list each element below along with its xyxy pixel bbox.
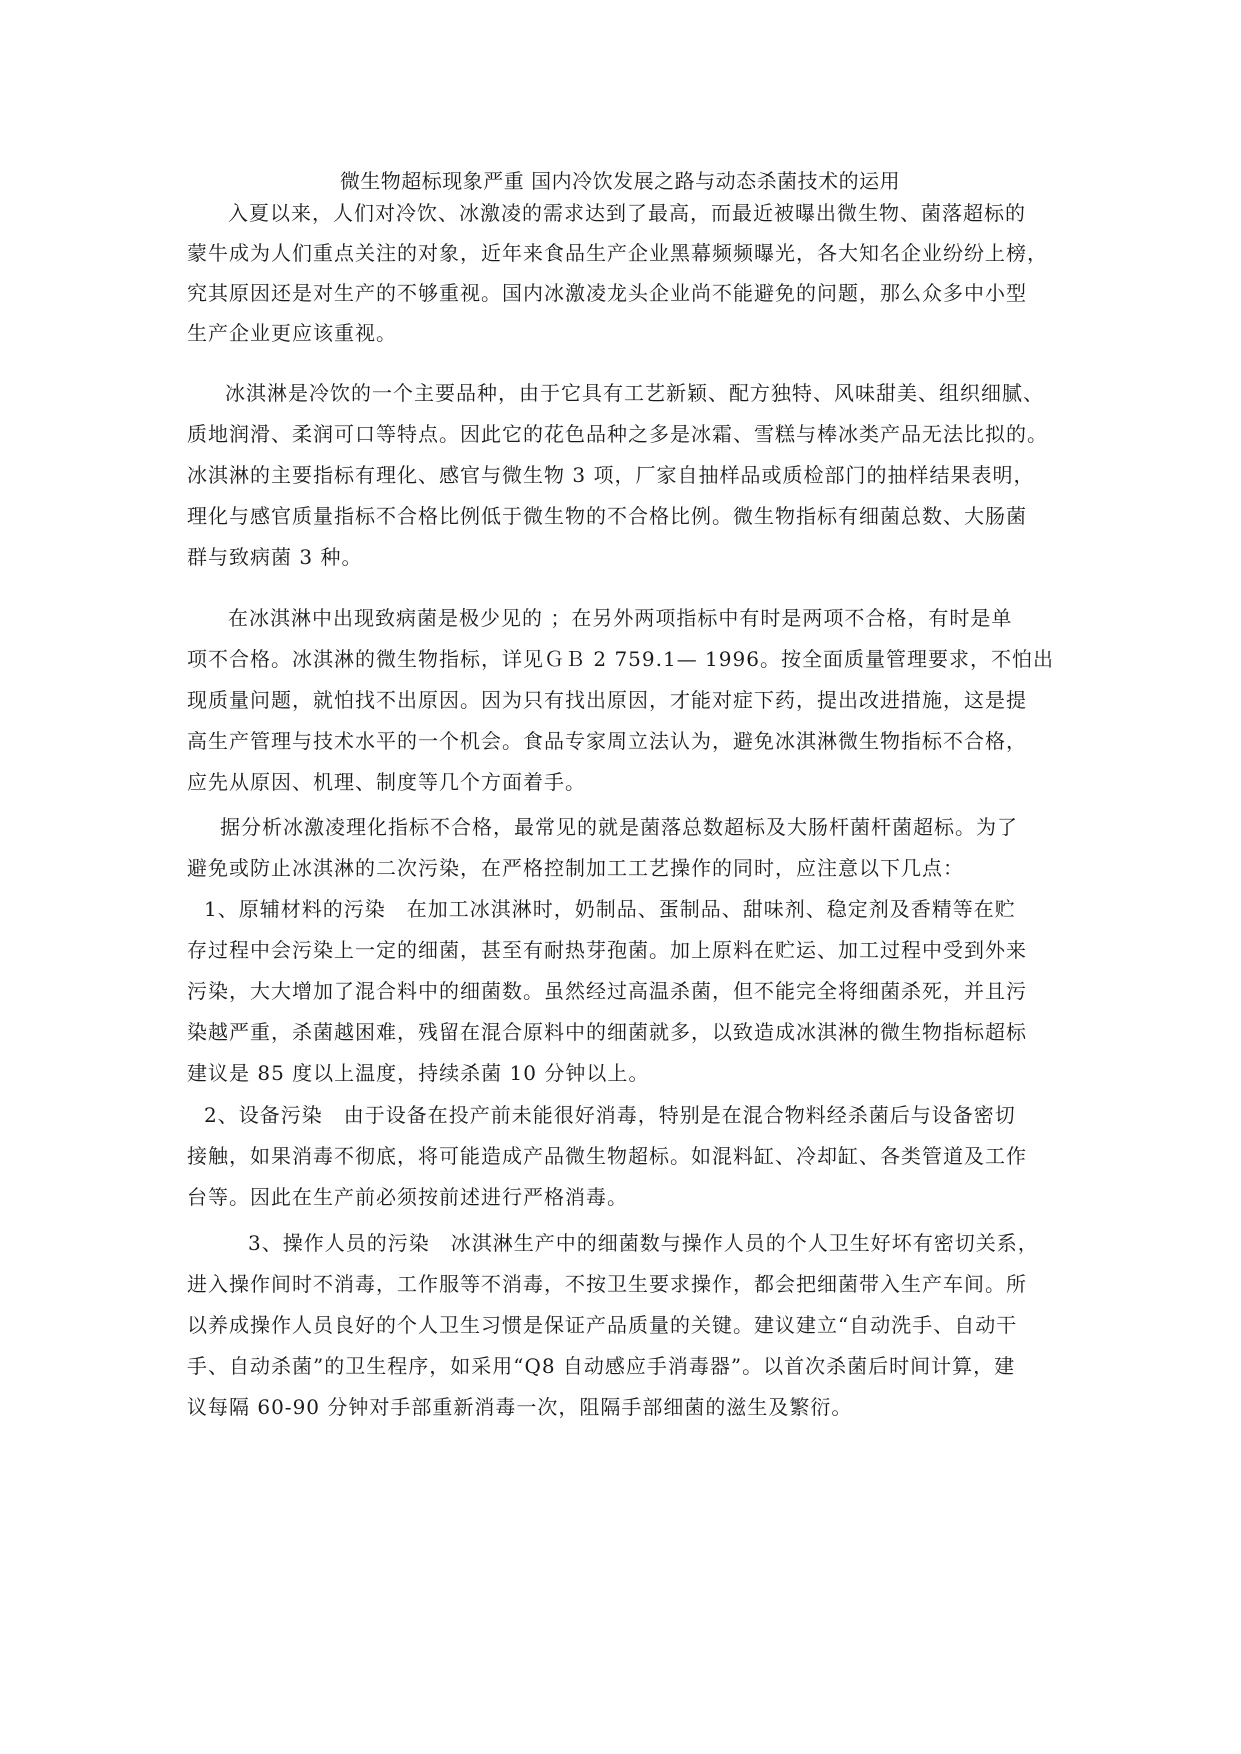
body-line: 3、操作人员的污染 冰淇淋生产中的细菌数与操作人员的个人卫生好坏有密切关系， [248,1231,1039,1255]
body-line: 群与致病菌 3 种。 [187,545,363,569]
body-line: 蒙牛成为人们重点关注的对象，近年来食品生产企业黑幕频频曝光，各大知名企业纷纷上榜， [187,241,1048,265]
body-line: 质地润滑、柔润可口等特点。因此它的花色品种之多是冰霜、雪糕与棒冰类产品无法比拟的。 [187,422,1048,446]
body-line: 2、设备污染 由于设备在投产前未能很好消毒，特别是在混合物料经杀菌后与设备密切 [204,1103,1016,1127]
body-line: 冰淇淋是冷饮的一个主要品种，由于它具有工艺新颖、配方独特、风味甜美、组织细腻、 [225,381,1044,405]
body-line: 台等。因此在生产前必须按前述进行严格消毒。 [187,1185,628,1209]
page-title: 微生物超标现象严重 国内冷饮发展之路与动态杀菌技术的运用 [339,169,901,193]
body-line: 污染，大大增加了混合料中的细菌数。虽然经过高温杀菌，但不能完全将细菌杀死，并且污 [187,979,1027,1003]
body-line: 议每隔 60-90 分钟对手部重新消毒一次，阻隔手部细菌的滋生及繁衍。 [187,1395,853,1419]
body-line: 现质量问题，就怕找不出原因。因为只有找出原因，才能对症下药，提出改进措施，这是提 [187,688,1027,712]
body-line: 项不合格。冰淇淋的微生物指标，详见ＧＢ 2 759.1— 1996。按全面质量管理要求，不怕出 [187,647,1054,671]
body-line: 手、自动杀菌”的卫生程序，如采用“Q8 自动感应手消毒器”。以首次杀菌后时间计算，建 [187,1354,1016,1378]
body-line: 究其原因还是对生产的不够重视。国内冰激凌龙头企业尚不能避免的问题，那么众多中小型 [187,281,1027,305]
body-line: 理化与感官质量指标不合格比例低于微生物的不合格比例。微生物指标有细菌总数、大肠菌 [187,504,1027,528]
body-line: 生产企业更应该重视。 [187,321,397,345]
body-line: 建议是 85 度以上温度，持续杀菌 10 分钟以上。 [187,1061,650,1085]
body-line: 以养成操作人员良好的个人卫生习惯是保证产品质量的关键。建议建立“自动洗手、自动干 [187,1313,1018,1337]
body-line: 高生产管理与技术水平的一个机会。食品专家周立法认为，避免冰淇淋微生物指标不合格， [187,729,1027,753]
body-line: 避免或防止冰淇淋的二次污染，在严格控制加工工艺操作的同时，应注意以下几点： [187,856,964,880]
body-line: 进入操作间时不消毒，工作服等不消毒，不按卫生要求操作，都会把细菌带入生产车间。所 [187,1272,1027,1296]
body-line: 入夏以来，人们对冷饮、冰激凌的需求达到了最高，而最近被曝出微生物、菌落超标的 [228,201,1026,225]
body-line: 1、原辅材料的污染 在加工冰淇淋时，奶制品、蛋制品、甜味剂、稳定剂及香精等在贮 [204,897,1016,921]
body-line: 冰淇淋的主要指标有理化、感官与微生物 3 项，厂家自抽样品或质检部门的抽样结果表明， [187,463,1035,487]
body-line: 在冰淇淋中出现致病菌是极少见的 ；在另外两项指标中有时是两项不合格，有时是单 [228,606,1013,630]
body-line: 存过程中会污染上一定的细菌，甚至有耐热芽孢菌。加上原料在贮运、加工过程中受到外来 [187,938,1027,962]
body-line: 染越严重，杀菌越困难，残留在混合原料中的细菌就多，以致造成冰淇淋的微生物指标超标 [187,1020,1027,1044]
body-line: 应先从原因、机理、制度等几个方面着手。 [187,770,586,794]
body-line: 据分析冰激凌理化指标不合格，最常见的就是菌落总数超标及大肠杆菌杆菌超标。为了 [220,815,1018,839]
body-line: 接触，如果消毒不彻底，将可能造成产品微生物超标。如混料缸、冷却缸、各类管道及工作 [187,1144,1027,1168]
